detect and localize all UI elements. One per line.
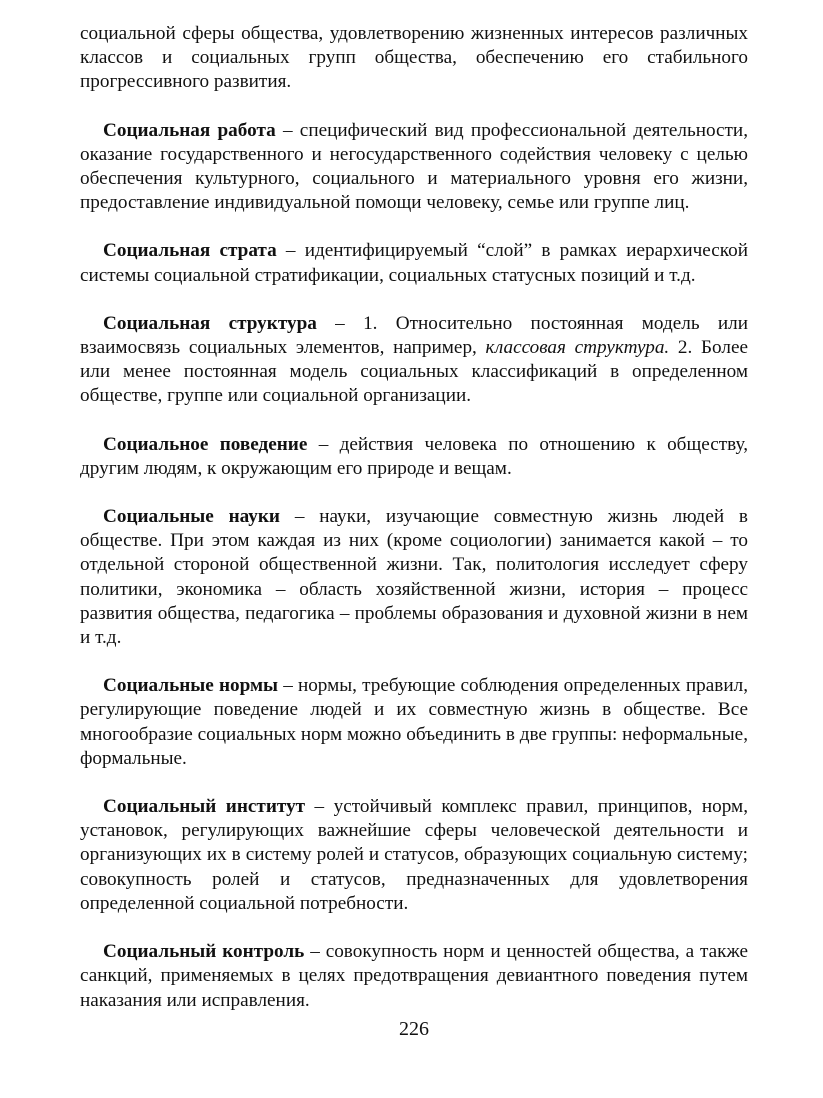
entry-social-sciences	[80, 505, 748, 650]
definition-text: – устойчивый комплекс правил, принципов, норм, установок, регулирующих важнейшие сферы человеческой деятельности и организующих их в систему ролей и статусов, образующих социальную систему; совокупность ролей и статусов, предназначенных для удовлетворения определенной социальной потребности.	[80, 796, 748, 914]
book-page	[80, 22, 748, 1082]
term-label: Социальный контроль	[103, 941, 305, 963]
entry-social-norms	[80, 674, 748, 771]
definition-text: – специфический вид профессиональной деятельности, оказание государственного и негосударственного содействия человеку с целью обеспечения культурного, социального и материального уровня его жизни, предоставление индивидуальной помощи человеку, семье или группе лиц.	[80, 119, 748, 214]
intro-paragraph: социальной сферы общества, удовлетворению жизненных интересов различных классов и социальных групп общества, обеспечению его стабильного прогрессивного развития.	[80, 23, 748, 93]
entry-social-work	[80, 119, 748, 216]
italic-example: классовая структура.	[485, 337, 670, 359]
entry-social-behavior	[80, 433, 748, 481]
paragraph-gap	[80, 916, 748, 940]
paragraph-gap	[80, 288, 748, 312]
entry-social-structure	[80, 312, 748, 409]
paragraph-gap	[80, 650, 748, 674]
definition-text: 2. Более или менее постоянная модель социальных классификаций в определенном обществе, группе или социальной организации.	[80, 337, 748, 407]
term-label: Социальные науки	[103, 506, 280, 528]
definition-text: – идентифицируемый “слой” в рамках иерархической системы социальной стратификации, социальных статусных позиций и т.д.	[80, 240, 748, 286]
entry-social-institution	[80, 795, 748, 916]
paragraph-gap	[80, 95, 748, 119]
definition-text: – 1. Относительно постоянная модель или взаимосвязь социальных элементов, например,	[80, 312, 748, 359]
page-number: 226	[399, 1018, 429, 1040]
term-label: Социальное поведение	[103, 433, 308, 455]
term-label: Социальная страта	[103, 240, 277, 262]
term-label: Социальная работа	[103, 119, 276, 141]
term-label: Социальные нормы	[103, 675, 279, 697]
paragraph-gap	[80, 771, 748, 795]
paragraph-gap	[80, 409, 748, 433]
term-label: Социальный институт	[103, 796, 306, 818]
definition-text: – совокупность норм и ценностей общества, а также санкций, применяемых в целях предотвращения девиантного поведения путем наказания или исправления.	[80, 941, 748, 1011]
definition-text: – нормы, требующие соблюдения определенных правил, регулирующие поведение людей и их совместную жизнь в обществе. Все многообразие социальных норм можно объединить в две группы: неформальные, формальные.	[80, 675, 748, 769]
definition-text: – науки, изучающие совместную жизнь людей в обществе. При этом каждая из них (кроме социологии) занимается какой – то отдельной стороной общественной жизни. Так, политология исследует сферу политики, экономика – область хозяйственной жизни, история – процесс развития общества, педагогика – проблемы образования и духовной жизни в нем и т.д.	[80, 506, 748, 649]
entry-social-stratum	[80, 239, 748, 287]
definition-text: – действия человека по отношению к обществу, другим людям, к окружающим его природе и вещам.	[80, 433, 748, 479]
entry-social-control	[80, 940, 748, 1013]
paragraph-gap	[80, 215, 748, 239]
term-label: Социальная структура	[103, 312, 317, 334]
paragraph-gap	[80, 481, 748, 505]
